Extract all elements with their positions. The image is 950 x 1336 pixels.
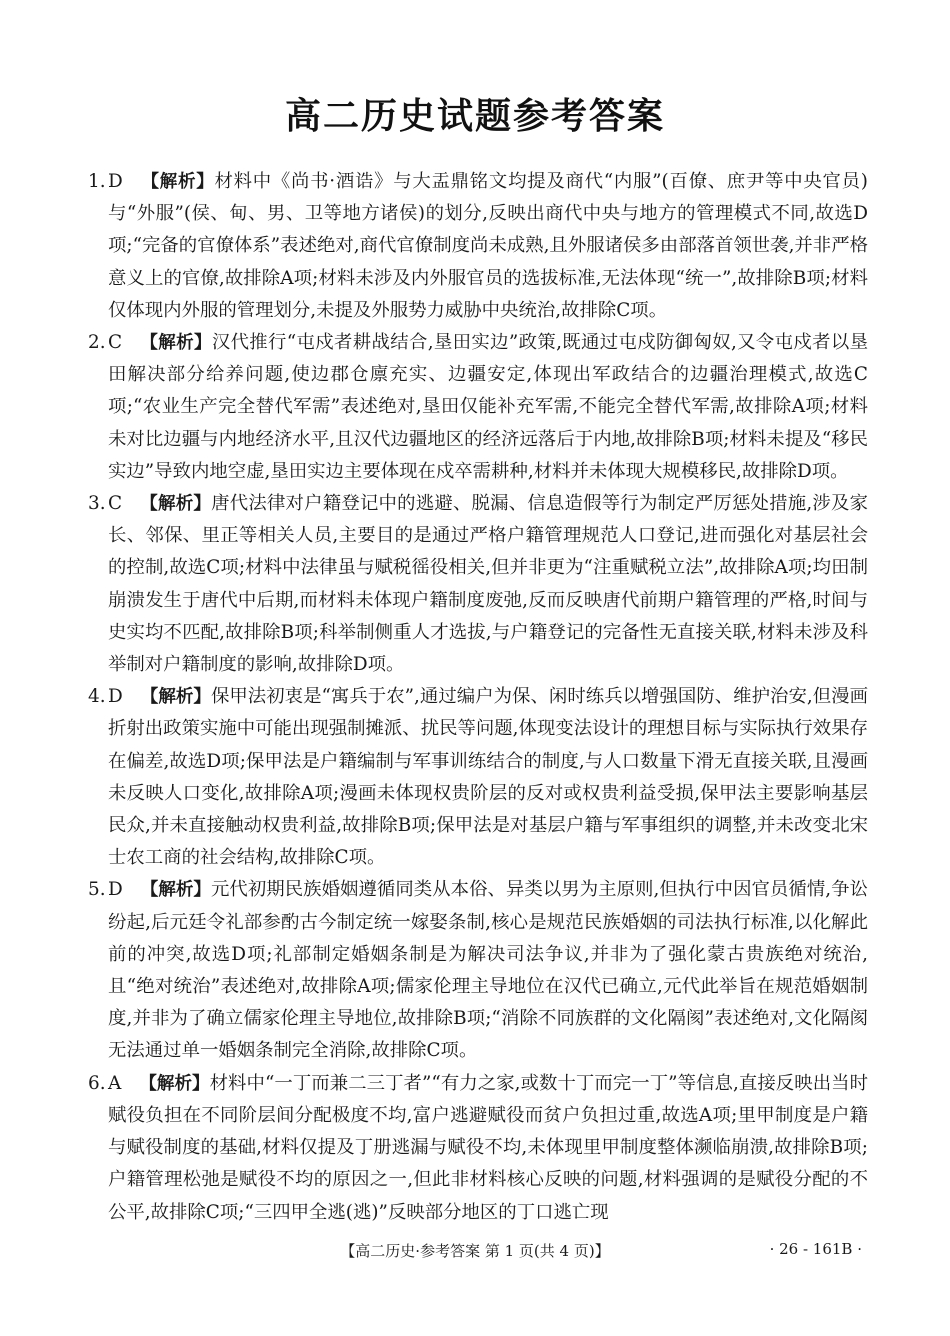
analysis-text: 保甲法初衷是“寓兵于农”,通过编户为保、闲时练兵以增强国防、维护治安,但漫画折射出政策实施中可能出现强制摊派、扰民等问题,体现变法设计的理想目标与实际执行效果存在偏差,故选D项;保甲法是户籍编制与军事训练结合的制度,与人口数量下滑无直接关联,且漫画未反映人口变化,故排除A项;漫画未体现权贵阶层的反对或权贵利益受损,保甲法主要影响基层民众,并未直接触动权贵利益,故排除B项;保甲法是对基层户籍与军事组织的调整,并未改变北宋士农工商的社会结构,故排除C项。 bbox=[108, 686, 869, 869]
item-answer: C bbox=[108, 493, 123, 515]
answer-item-3 bbox=[88, 488, 868, 681]
footer-code: · 26 - 161B · bbox=[769, 1240, 862, 1258]
analysis-text: 材料中“一丁而兼二三丁者”“有力之家,或数十丁而完一丁”等信息,直接反映出当时赋役负担在不同阶层间分配极度不均,富户逃避赋役而贫户负担过重,故选A项;里甲制度是户籍与赋役制度的基础,材料仅提及丁册逃漏与赋役不均,未体现里甲制度整体濒临崩溃,故排除B项;户籍管理松弛是赋役不均的原因之一,但此非材料核心反映的问题,材料强调的是赋役分配的不公平,故排除C项;“三四甲全逃(逃)”反映部分地区的丁口逃亡现 bbox=[108, 1072, 869, 1223]
analysis-tag: 【解析】 bbox=[140, 880, 211, 901]
footer-page-info: 【高二历史·参考答案 第 1 页(共 4 页)】 bbox=[340, 1242, 610, 1260]
answer-list bbox=[88, 166, 868, 1229]
item-number: 3. bbox=[88, 493, 106, 515]
answer-item-4 bbox=[88, 681, 868, 874]
item-number: 6. bbox=[88, 1072, 106, 1094]
analysis-tag: 【解析】 bbox=[140, 172, 215, 192]
analysis-tag: 【解析】 bbox=[139, 1073, 210, 1094]
item-number: 2. bbox=[88, 332, 106, 354]
analysis-tag: 【解析】 bbox=[140, 333, 212, 354]
analysis-text: 汉代推行“屯戍者耕战结合,垦田实边”政策,既通过屯戍防御匈奴,又令屯戍者以垦田解决部分给养问题,使边郡仓廪充实、边疆安定,体现出军政结合的边疆治理模式,故选C项;“农业生产完全替代军需”表述绝对,垦田仅能补充军需,不能完全替代军需,故排除A项;材料未对比边疆与内地经济水平,且汉代边疆地区的经济远落后于内地,故排除B项;材料未提及“移民实边”导致内地空虚,垦田实边主要体现在戍卒需耕种,材料并未体现大规模移民,故排除D项。 bbox=[108, 332, 869, 482]
page-footer bbox=[0, 1236, 950, 1264]
item-answer: D bbox=[108, 171, 123, 192]
item-number: 4. bbox=[88, 686, 106, 708]
item-number: 1. bbox=[88, 171, 106, 192]
answer-item-5 bbox=[88, 874, 868, 1067]
item-answer: C bbox=[108, 332, 123, 354]
analysis-tag: 【解析】 bbox=[140, 687, 211, 708]
page-title: 高二历史试题参考答案 bbox=[284, 96, 665, 137]
item-answer: A bbox=[108, 1072, 122, 1094]
item-number: 5. bbox=[88, 879, 106, 901]
item-answer: D bbox=[108, 879, 123, 901]
answer-item-6 bbox=[88, 1068, 868, 1229]
analysis-tag: 【解析】 bbox=[140, 494, 212, 515]
item-answer: D bbox=[108, 686, 123, 708]
answer-item-2 bbox=[88, 327, 868, 488]
answer-item-1 bbox=[88, 166, 868, 327]
analysis-text: 唐代法律对户籍登记中的逃避、脱漏、信息造假等行为制定严厉惩处措施,涉及家长、邻保、里正等相关人员,主要目的是通过严格户籍管理规范人口登记,进而强化对基层社会的控制,故选C项;材料中法律虽与赋税徭役相关,但并非更为“注重赋税立法”,故排除A项;均田制崩溃发生于唐代中后期,而材料未体现户籍制度废弛,反而反映唐代前期户籍管理的严格,时间与史实均不匹配,故排除B项;科举制侧重人才选拔,与户籍登记的完备性无直接关联,材料未涉及科举制对户籍制度的影响,故排除D项。 bbox=[108, 493, 869, 676]
analysis-text: 材料中《尚书·酒诰》与大盂鼎铭文均提及商代“内服”(百僚、庶尹等中央官员)与“外服”(侯、甸、男、卫等地方诸侯)的划分,反映出商代中央与地方的管理模式不同,故选D项;“完备的官僚体系”表述绝对,商代官僚制度尚未成熟,且外服诸侯多由部落首领世袭,并非严格意义上的官僚,故排除A项;材料未涉及内外服官员的选拔标准,无法体现“统一”,故排除B项;材料仅体现内外服的管理划分,未提及外服势力威胁中央统治,故排除C项。 bbox=[108, 171, 868, 321]
analysis-text: 元代初期民族婚姻遵循同类从本俗、异类以男为主原则,但执行中因官员循情,争讼纷起,后元廷令礼部参酌古今制定统一嫁娶条制,核心是规范民族婚姻的司法执行标准,以化解此前的冲突,故选D项;礼部制定婚姻条制是为解决司法争议,并非为了强化蒙古贵族绝对统治,且“绝对统治”表述绝对,故排除A项;儒家伦理主导地位在汉代已确立,元代此举旨在规范婚姻制度,并非为了确立儒家伦理主导地位,故排除B项;“消除不同族群的文化隔阂”表述绝对,文化隔阂无法通过单一婚姻条制完全消除,故排除C项。 bbox=[108, 879, 868, 1062]
